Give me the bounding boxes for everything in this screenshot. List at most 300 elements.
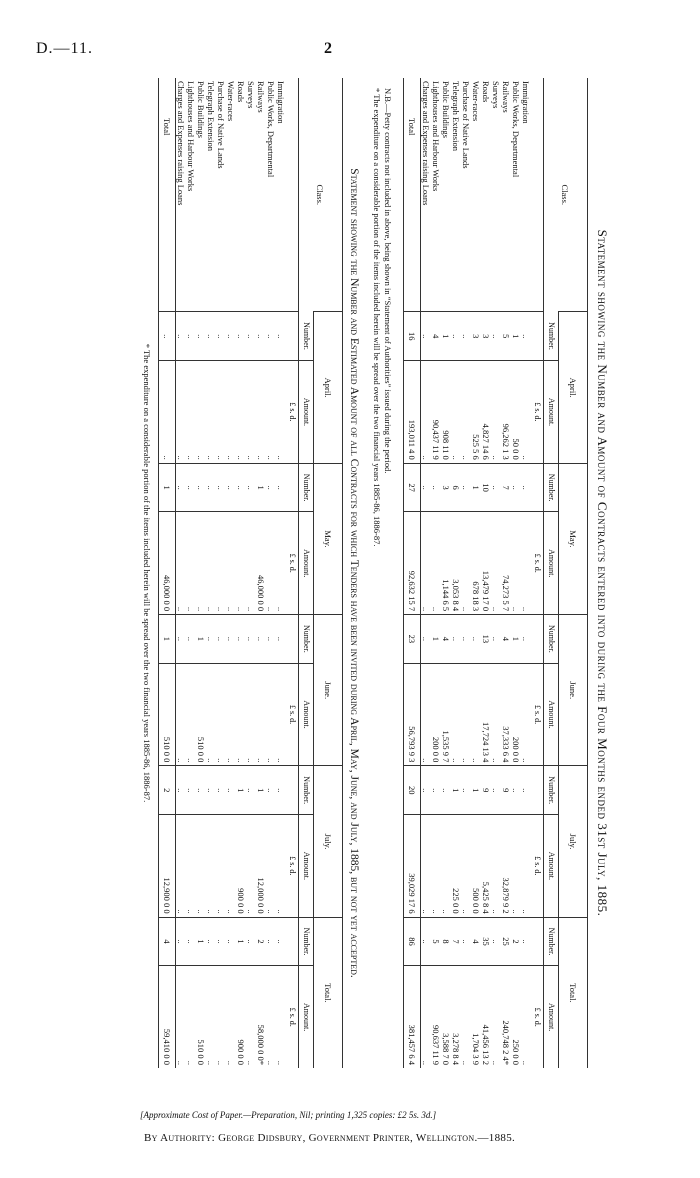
number-cell: .. (421, 917, 432, 966)
class-header: Class. (299, 78, 343, 312)
amount-cell: .. (521, 361, 531, 464)
table-row (481, 78, 491, 1068)
amount-cell: .. (276, 361, 286, 464)
number-header: Number. (544, 615, 559, 664)
class-cell: Surveys (491, 81, 501, 109)
class-cell: Water-races (226, 81, 236, 122)
notes (371, 88, 393, 1068)
amount-cell: 17,724 13 4 (481, 663, 491, 766)
amount-cell: .. (276, 512, 286, 615)
number-cell: .. (216, 463, 226, 512)
number-cell: .. (521, 312, 531, 361)
table-row (441, 78, 451, 1068)
number-cell: .. (431, 463, 441, 512)
amount-cell: .. (521, 815, 531, 918)
amount-cell: .. (491, 663, 501, 766)
number-cell: .. (246, 463, 256, 512)
amount-cell: 3,588 7 0 (441, 966, 451, 1068)
amount-cell: .. (216, 512, 226, 615)
amount-cell: .. (246, 512, 256, 615)
number-cell: .. (461, 917, 471, 966)
amount-header: Amount. (299, 815, 314, 918)
amount-cell: .. (176, 815, 187, 918)
amount-cell: .. (461, 815, 471, 918)
number-cell: .. (491, 312, 501, 361)
number-cell: .. (206, 766, 216, 815)
total-cell: 16 (404, 312, 421, 361)
amount-cell: .. (186, 361, 196, 464)
table-row (451, 78, 461, 1068)
page-number: 2 (324, 40, 332, 57)
number-cell: .. (256, 312, 266, 361)
amount-cell: .. (216, 966, 226, 1068)
number-cell: .. (461, 766, 471, 815)
amount-cell: .. (186, 815, 196, 918)
unit-label: £ s. d. (531, 663, 544, 766)
total-cell: 510 0 0 (159, 663, 176, 766)
number-cell: .. (176, 463, 187, 512)
number-cell: 4 (441, 615, 451, 664)
number-cell: 1 (431, 615, 441, 664)
total-cell: 381,457 6 4 (404, 966, 421, 1068)
number-cell: 13 (481, 615, 491, 664)
amount-cell: .. (461, 361, 471, 464)
total-label: Total (159, 78, 176, 312)
number-cell: 5 (501, 312, 511, 361)
month-header: July. (559, 766, 588, 917)
amount-cell: .. (226, 663, 236, 766)
class-header: Class. (544, 78, 588, 312)
amount-cell: 678 18 3 (471, 512, 481, 615)
amount-cell: 500 0 0 (471, 815, 481, 918)
number-cell: .. (421, 463, 432, 512)
number-cell: .. (521, 463, 531, 512)
unit-label: £ s. d. (531, 361, 544, 464)
number-cell: .. (226, 917, 236, 966)
class-cell: Immigration (521, 81, 531, 124)
total-cell: 2 (159, 766, 176, 815)
class-cell: Charges and Expenses raising Loans (421, 81, 431, 206)
document-code: D.—11. (36, 40, 93, 57)
number-cell: 9 (501, 766, 511, 815)
table-row (206, 78, 216, 1068)
table-row (461, 78, 471, 1068)
number-cell: .. (176, 312, 187, 361)
amount-cell: .. (521, 512, 531, 615)
amount-cell: .. (421, 815, 432, 918)
amount-header: Amount. (299, 512, 314, 615)
amount-cell: .. (226, 966, 236, 1068)
number-cell: 1 (236, 917, 246, 966)
amount-cell: .. (431, 512, 441, 615)
total-cell: 193,011 4 0 (404, 361, 421, 464)
amount-cell: .. (206, 512, 216, 615)
amount-cell: .. (421, 361, 432, 464)
number-cell: .. (266, 463, 276, 512)
number-cell: .. (276, 312, 286, 361)
amount-cell: .. (196, 815, 206, 918)
amount-cell: .. (236, 361, 246, 464)
number-cell: 10 (481, 463, 491, 512)
number-cell: 5 (431, 917, 441, 966)
total-label: Total (404, 78, 421, 312)
unit-row (286, 78, 299, 1068)
month-header: April. (314, 312, 343, 463)
amount-cell: .. (236, 512, 246, 615)
table-row (471, 78, 481, 1068)
number-cell: .. (461, 463, 471, 512)
amount-cell: 900 0 0 (236, 966, 246, 1068)
class-cell: Public Works, Departmental (266, 81, 276, 178)
amount-cell: .. (246, 815, 256, 918)
number-cell: .. (276, 766, 286, 815)
number-cell: .. (451, 615, 461, 664)
class-cell: Roads (236, 81, 246, 103)
amount-cell: .. (176, 361, 187, 464)
total-cell: 1 (159, 615, 176, 664)
note-petty-contracts: N.B.—Petty contracts not included in above, being shown in “Statement of Authorities” issued during the period. (383, 88, 393, 474)
amount-header: Amount. (544, 663, 559, 766)
amount-cell: 41,456 13 2 (481, 966, 491, 1068)
total-cell: 27 (404, 463, 421, 512)
number-cell: 1 (511, 615, 521, 664)
amount-cell: .. (521, 966, 531, 1068)
amount-cell: 90,437 11 9 (431, 361, 441, 464)
amount-cell: .. (246, 966, 256, 1068)
amount-header: Amount. (299, 663, 314, 766)
number-cell: 1 (471, 766, 481, 815)
number-cell: 1 (236, 766, 246, 815)
amount-cell: 12,000 0 0 (256, 815, 266, 918)
total-cell: 56,793 9 3 (404, 663, 421, 766)
table-row (236, 78, 246, 1068)
amount-cell: 3,278 8 4 (451, 966, 461, 1068)
amount-cell: 13,479 17 0 (481, 512, 491, 615)
amount-header: Amount. (544, 815, 559, 918)
number-cell: .. (246, 615, 256, 664)
month-header: July. (314, 766, 343, 917)
class-cell: Roads (481, 81, 491, 103)
table-row (246, 78, 256, 1068)
number-cell: 1 (511, 312, 521, 361)
number-cell: .. (176, 615, 187, 664)
class-cell: Telegraph Extension (206, 81, 216, 151)
amount-cell: .. (176, 966, 187, 1068)
amount-cell: .. (451, 663, 461, 766)
number-cell: .. (246, 766, 256, 815)
unit-label: £ s. d. (286, 966, 299, 1068)
amount-cell: .. (206, 966, 216, 1068)
table-row (501, 78, 511, 1068)
total-row (159, 78, 176, 1068)
amount-cell: .. (216, 815, 226, 918)
amount-cell: .. (431, 815, 441, 918)
amount-cell: 908 11 0 (441, 361, 451, 464)
total-cell: 1 (159, 463, 176, 512)
number-cell: 1 (196, 615, 206, 664)
amount-cell: 46,000 0 0 (256, 512, 266, 615)
number-cell: .. (266, 917, 276, 966)
amount-cell: 900 0 0 (236, 815, 246, 918)
amount-cell: .. (276, 815, 286, 918)
amount-cell: .. (256, 361, 266, 464)
number-header: Number. (299, 312, 314, 361)
number-cell: .. (186, 463, 196, 512)
number-cell: 2 (256, 917, 266, 966)
number-cell: .. (236, 463, 246, 512)
amount-cell: .. (226, 361, 236, 464)
amount-cell: 50 0 0 (511, 361, 521, 464)
number-cell: .. (421, 766, 432, 815)
number-header: Number. (544, 917, 559, 966)
class-cell: Purchase of Native Lands (461, 81, 471, 169)
amount-cell: 200 0 0 (431, 663, 441, 766)
number-cell: .. (226, 615, 236, 664)
number-cell: .. (246, 312, 256, 361)
amount-cell: 1,144 6 5 (441, 512, 451, 615)
number-cell: 9 (481, 766, 491, 815)
number-cell: 6 (451, 463, 461, 512)
class-cell: Charges and Expenses raising Loans (176, 81, 186, 206)
amount-cell: .. (491, 361, 501, 464)
amount-cell: 4,827 14 6 (481, 361, 491, 464)
number-cell: .. (196, 766, 206, 815)
total-header: Total. (559, 917, 588, 1068)
amount-cell: .. (246, 663, 256, 766)
number-header: Number. (544, 766, 559, 815)
amount-cell: 510 0 0 (196, 966, 206, 1068)
number-cell: 7 (451, 917, 461, 966)
number-cell: .. (206, 312, 216, 361)
table-row (431, 78, 441, 1068)
number-header: Number. (299, 463, 314, 512)
amount-cell: .. (186, 966, 196, 1068)
amount-cell: .. (196, 361, 206, 464)
total-cell: 4 (159, 917, 176, 966)
class-cell: Water-races (471, 81, 481, 122)
number-cell: 1 (451, 766, 461, 815)
total-cell: 39,029 17 6 (404, 815, 421, 918)
number-cell: 4 (431, 312, 441, 361)
amount-cell: .. (246, 361, 256, 464)
amount-cell: .. (441, 815, 451, 918)
number-cell: .. (226, 766, 236, 815)
number-cell: 1 (256, 766, 266, 815)
number-header: Number. (299, 917, 314, 966)
amount-cell: 225 0 0 (451, 815, 461, 918)
amount-cell: 240,748 2 4* (501, 966, 511, 1068)
amount-cell: .. (276, 966, 286, 1068)
amount-cell: 525 5 6 (471, 361, 481, 464)
table-row (276, 78, 286, 1068)
number-cell: .. (186, 312, 196, 361)
number-cell: .. (186, 615, 196, 664)
amount-cell: .. (491, 512, 501, 615)
amount-cell: .. (511, 815, 521, 918)
amount-cell: .. (186, 512, 196, 615)
number-cell: .. (276, 615, 286, 664)
total-cell: 23 (404, 615, 421, 664)
amount-cell: .. (236, 663, 246, 766)
number-cell: 8 (441, 917, 451, 966)
class-cell: Purchase of Native Lands (216, 81, 226, 169)
number-cell: .. (521, 766, 531, 815)
number-cell: 3 (441, 463, 451, 512)
number-header: Number. (299, 766, 314, 815)
number-cell: .. (196, 312, 206, 361)
number-cell: .. (216, 766, 226, 815)
number-cell: .. (421, 312, 432, 361)
tenders-table (158, 78, 343, 1068)
number-cell: .. (206, 917, 216, 966)
unit-label: £ s. d. (286, 663, 299, 766)
class-cell: Telegraph Extension (451, 81, 461, 151)
footnote: * The expenditure on a considerable portion of the items included herein will be spread over the two financial years 1885-86, 1886-87. (142, 343, 152, 803)
amount-cell: 37,333 6 4 (501, 663, 511, 766)
table-row (521, 78, 531, 1068)
amount-cell: .. (196, 512, 206, 615)
number-cell: .. (521, 917, 531, 966)
total-cell: 20 (404, 766, 421, 815)
amount-cell: .. (451, 361, 461, 464)
amount-cell: .. (511, 512, 521, 615)
amount-cell: .. (421, 966, 432, 1068)
number-header: Number. (299, 615, 314, 664)
month-header: May. (314, 463, 343, 614)
number-cell: .. (206, 463, 216, 512)
number-cell: .. (176, 766, 187, 815)
table-row (256, 78, 266, 1068)
amount-cell: .. (206, 815, 216, 918)
number-cell: .. (431, 766, 441, 815)
statement-1-title: Statement showing the Number and Amount of Contracts entered into during the Four Months ended 31st July, 1885. (595, 229, 610, 917)
amount-cell: .. (176, 512, 187, 615)
amount-cell: .. (206, 361, 216, 464)
month-header: May. (559, 463, 588, 614)
number-cell: 4 (471, 917, 481, 966)
number-cell: 1 (256, 463, 266, 512)
amount-cell: 5,425 8 4 (481, 815, 491, 918)
amount-cell: .. (461, 663, 471, 766)
total-header: Total. (314, 917, 343, 1068)
amount-cell: 1,704 3 9 (471, 966, 481, 1068)
number-cell: .. (236, 615, 246, 664)
amount-cell: .. (521, 663, 531, 766)
amount-cell: .. (226, 512, 236, 615)
number-cell: 2 (511, 917, 521, 966)
table-row (511, 78, 521, 1068)
number-cell: 25 (501, 917, 511, 966)
statement-2-title: Statement showing the Number and Estimated Amount of all Contracts for which Tenders have been invited during April, May, June, and July, 1885, but not yet accepted. (348, 168, 360, 978)
total-cell: 12,900 0 0 (159, 815, 176, 918)
amount-cell: .. (471, 663, 481, 766)
amount-cell: .. (461, 512, 471, 615)
table-row (226, 78, 236, 1068)
number-header: Number. (544, 463, 559, 512)
amount-cell: .. (256, 663, 266, 766)
month-header: April. (559, 312, 588, 463)
number-cell: .. (491, 917, 501, 966)
contracts-table (403, 78, 588, 1068)
number-cell: .. (421, 615, 432, 664)
number-cell: 35 (481, 917, 491, 966)
number-cell: .. (461, 615, 471, 664)
number-cell: .. (266, 615, 276, 664)
amount-cell: 58,000 0 0* (256, 966, 266, 1068)
amount-header: Amount. (544, 361, 559, 464)
number-cell: 3 (471, 312, 481, 361)
number-cell: .. (266, 766, 276, 815)
table-row (186, 78, 196, 1068)
total-row (404, 78, 421, 1068)
number-cell: 1 (196, 917, 206, 966)
number-cell: 4 (501, 615, 511, 664)
amount-cell: 200 0 0 (511, 663, 521, 766)
amount-cell: .. (206, 663, 216, 766)
unit-label: £ s. d. (531, 966, 544, 1068)
amount-cell: 250 0 0 (511, 966, 521, 1068)
amount-cell: 74,273 5 7 (501, 512, 511, 615)
amount-cell: .. (216, 361, 226, 464)
number-cell: 7 (501, 463, 511, 512)
rotated-content (10, 78, 610, 1068)
amount-cell: .. (226, 815, 236, 918)
amount-cell: .. (276, 663, 286, 766)
number-cell: .. (246, 917, 256, 966)
unit-label: £ s. d. (286, 815, 299, 918)
amount-header: Amount. (544, 966, 559, 1068)
number-cell: .. (471, 615, 481, 664)
amount-cell: .. (176, 663, 187, 766)
class-cell: Railways (501, 81, 511, 113)
class-cell: Public Works, Departmental (511, 81, 521, 178)
amount-cell: 1,535 9 7 (441, 663, 451, 766)
amount-header: Amount. (299, 966, 314, 1068)
month-header: June. (559, 615, 588, 766)
amount-cell: .. (266, 966, 276, 1068)
number-cell: .. (461, 312, 471, 361)
number-cell: .. (176, 917, 187, 966)
number-cell: .. (236, 312, 246, 361)
number-cell: .. (196, 463, 206, 512)
unit-label: £ s. d. (286, 512, 299, 615)
class-cell: Public Buildings (441, 81, 451, 138)
number-cell: .. (276, 917, 286, 966)
amount-cell: .. (186, 663, 196, 766)
printer-authority: By Authority: George Didsbury, Government Printer, Wellington.—1885. (144, 1132, 516, 1144)
table-row (196, 78, 206, 1068)
number-cell: .. (216, 917, 226, 966)
total-cell: 92,632 15 7 (404, 512, 421, 615)
table-row (216, 78, 226, 1068)
amount-cell: 3,053 8 4 (451, 512, 461, 615)
number-cell: .. (491, 463, 501, 512)
amount-cell: .. (421, 512, 432, 615)
amount-cell: 32,879 9 2 (501, 815, 511, 918)
amount-cell: 96,262 1 3 (501, 361, 511, 464)
class-cell: Lighthouses and Harbour Works (186, 81, 196, 192)
number-cell: .. (511, 463, 521, 512)
number-cell: .. (186, 766, 196, 815)
class-cell: Railways (256, 81, 266, 113)
unit-label: £ s. d. (531, 512, 544, 615)
number-cell: .. (441, 766, 451, 815)
amount-cell: .. (491, 966, 501, 1068)
note-expenditure: * The expenditure on a considerable portion of the items included herein will be spread over the two financial years 1885-86, 1886-87. (372, 88, 382, 547)
number-cell: .. (521, 615, 531, 664)
cost-of-paper: [Approximate Cost of Paper.—Preparation, Nil; printing 1,325 copies: £2 5s. 3d.] (140, 1110, 437, 1120)
amount-cell: .. (461, 966, 471, 1068)
